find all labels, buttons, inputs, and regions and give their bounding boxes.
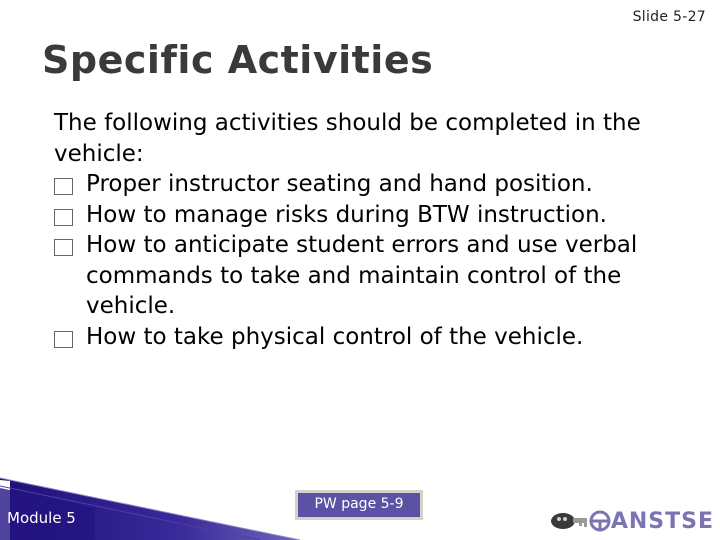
activity-list: [54, 169, 694, 352]
steering-wheel-icon: [589, 510, 611, 532]
list-item-text: Proper instructor seating and hand position.: [86, 171, 593, 197]
list-item: [54, 169, 694, 200]
list-item: [54, 200, 694, 231]
list-item-text: How to take physical control of the vehicle.: [86, 323, 584, 350]
pw-page-box: PW page 5-9: [295, 490, 423, 520]
slide-number: Slide 5-27: [632, 9, 706, 25]
checkbox-bullet-icon: [54, 209, 73, 226]
anstse-logo: [549, 508, 714, 534]
checkbox-bullet-icon: [54, 331, 73, 348]
intro-text: The following activities should be completed in the vehicle:: [54, 110, 641, 167]
list-item: [54, 322, 694, 353]
car-key-icon: [549, 508, 589, 534]
module-label: Module 5: [7, 509, 76, 527]
list-item-text: How to manage risks during BTW instruction.: [86, 201, 607, 228]
slide-body: [54, 108, 694, 352]
checkbox-bullet-icon: [54, 239, 73, 256]
checkbox-bullet-icon: [54, 178, 73, 195]
slide-title: Specific Activities: [42, 38, 434, 82]
logo-text: ANSTSE: [610, 508, 714, 534]
list-item-text: How to anticipate student errors and use verbal commands to take and maintain control of the vehicle.: [86, 232, 638, 319]
list-item: [54, 230, 694, 322]
